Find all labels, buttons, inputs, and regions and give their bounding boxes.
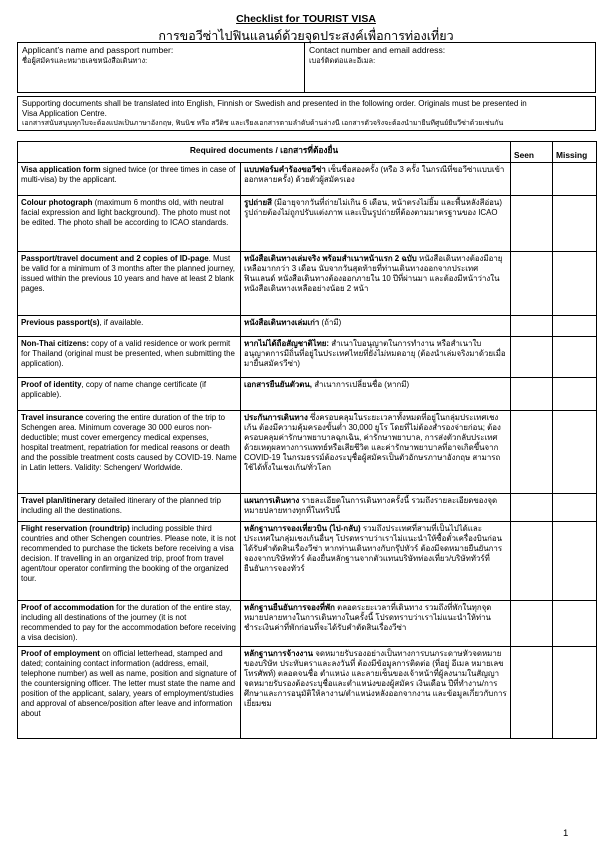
missing-checkbox-cell[interactable] — [553, 647, 597, 739]
document-name: Passport/travel document and 2 copies of ID-page — [21, 254, 209, 263]
document-name: Colour photograph — [21, 198, 93, 207]
table-row — [18, 601, 597, 647]
required-documents-table — [17, 141, 597, 739]
seen-checkbox-cell[interactable] — [511, 163, 553, 196]
document-details: on official letterhead, stamped and dated; containing contact information (address, email, telephone number) as well as name, position and signature of the countersigning officer. The letter must state the name and position of the applicant, salary, years of employment/studies and approval of absence/position after leave and information about — [21, 649, 237, 718]
table-row — [18, 316, 597, 337]
applicant-name-field[interactable] — [18, 43, 305, 92]
seen-checkbox-cell[interactable] — [511, 411, 553, 494]
header-seen: Seen — [511, 142, 553, 163]
document-name: Travel insurance — [21, 413, 84, 422]
document-details-thai: สำเนาใบอนุญาตในการทำงาน หรือสำเนาใบอนุญาตการมีถิ่นที่อยู่ในประเทศไทยที่ยังไม่หมดอายุ (ต้องนำเล่มจริงมาด้วยเมื่อมายื่นสมัครวีซ่า) — [244, 339, 506, 368]
document-details: copy of a valid residence or work permit for Thailand (original must be presented, when submitting the application). — [21, 339, 235, 368]
supporting-note-line-1: Supporting documents shall be translated into English, Finnish or Swedish and presented in the following order. Originals must be presented in — [22, 99, 527, 108]
applicant-name-label-thai: ชื่อผู้สมัครและหมายเลขหนังสือเดินทาง: — [22, 55, 148, 65]
document-description — [18, 337, 241, 378]
document-details-thai: เซ็นชื่อสองครั้ง (หรือ 3 ครั้ง ในกรณีที่ขอวีซ่าแบบเข้าออกหลายครั้ง) ด้วยตัวผู้สมัครเอง — [244, 165, 505, 184]
document-description-thai — [241, 522, 511, 601]
document-details-thai: สำเนาการเปลี่ยนชื่อ (หากมี) — [312, 380, 410, 389]
supporting-note-line-3: เอกสารสนับสนุนทุกใบจะต้องแปลเป็นภาษาอังกฤษ, ฟินนิช หรือ สวีดิช และเรียงเอกสารตามลำดับด้านล่างนี้ เอกสารตัวจริงจะต้องนำมายื่นที่ศูนย์ยื่นวีซ่าด้วยเช่นกัน — [22, 120, 504, 127]
page-number: 1 — [563, 828, 569, 839]
document-details-thai: ซึ่งครอบคลุมในระยะเวลาทั้งหมดที่อยู่ในกลุ่มประเทศเชงเก้น ต้องมีความคุ้มครองขั้นต่ำ 30,000 ยูโร โดยที่ไม่ต้องสำรองจ่ายก่อน; ต้องครอบคลุมค่ารักษาพยาบาลฉุกเฉิน, ค่ารักษาพยาบาล, การส่งตัวกลับประเทศด้วยเหตุผลทางการแพทย์หรือเสียชีวิต และค่ารักษาพยาบาลที่อาจเกิดขึ้นจาก COVID-19 ในกรมธรรม์ต้องระบุชื่อผู้สมัครเป็นตัวอักษรภาษาอังกฤษ สามารถใช้ได้ทั้งในเชงเก้น/ทั่วโลก — [244, 413, 501, 472]
document-name: Flight reservation (roundtrip) — [21, 524, 130, 533]
document-details-thai: (มีอายุจากวันที่ถ่ายไม่เกิน 6 เดือน, หน้าตรงไม่ยิ้ม และพื้นหลังสีอ่อน) รูปถ่ายต้องไม่ถูกปรับแต่งภาพ และเป็นรูปถ่ายที่ต้องตามมาตรฐานของ ICAO — [244, 198, 502, 217]
document-description-thai — [241, 252, 511, 316]
missing-checkbox-cell[interactable] — [553, 316, 597, 337]
document-name-thai: หนังสือเดินทางเล่มจริง พร้อมสำเนาหน้าแรก 2 ฉบับ — [244, 254, 417, 263]
document-details: including possible third countries and other Schengen countries. Please note, it is not recommended to purchase the tickets before receiving a visa decision. If travelling in an organized trip, proof from travel agent/tour operator confirming the booking of the organized tour. — [21, 524, 236, 583]
document-name-thai: หลักฐานยืนยันการจองที่พัก — [244, 603, 335, 612]
document-description — [18, 647, 241, 739]
document-name-thai: หนังสือเดินทางเล่มเก่า — [244, 318, 320, 327]
table-row — [18, 337, 597, 378]
document-description-thai — [241, 316, 511, 337]
contact-field[interactable] — [305, 43, 595, 92]
table-row — [18, 196, 597, 252]
applicant-info-box — [17, 42, 596, 93]
missing-checkbox-cell[interactable] — [553, 196, 597, 252]
missing-checkbox-cell[interactable] — [553, 411, 597, 494]
table-row — [18, 411, 597, 494]
document-description-thai — [241, 378, 511, 411]
header-required-documents: Required documents / เอกสารที่ต้องยื่น — [18, 142, 511, 163]
applicant-name-label: Applicant’s name and passport number: — [22, 45, 174, 55]
document-name: Proof of accommodation — [21, 603, 114, 612]
seen-checkbox-cell[interactable] — [511, 316, 553, 337]
missing-checkbox-cell[interactable] — [553, 252, 597, 316]
supporting-documents-note — [17, 96, 596, 131]
document-name-thai: หากไม่ได้ถือสัญชาติไทย: — [244, 339, 330, 348]
table-row — [18, 647, 597, 739]
table-row — [18, 494, 597, 522]
document-description — [18, 522, 241, 601]
seen-checkbox-cell[interactable] — [511, 196, 553, 252]
missing-checkbox-cell[interactable] — [553, 522, 597, 601]
document-description — [18, 252, 241, 316]
document-details: covering the entire duration of the trip to Schengen area. Minimum coverage 30 000 euros non-deductible; must cover emergency medical expenses, hospital treatment, repatriation for medical reasons or death and the possible treatment costs caused by COVID-19. Name in Latin letters. Validity: Schengen/ Worldwide. — [21, 413, 237, 472]
document-name-thai: เอกสารยืนยันตัวตน, — [244, 380, 312, 389]
seen-checkbox-cell[interactable] — [511, 522, 553, 601]
document-details: , copy of name change certificate (if applicable). — [21, 380, 207, 399]
document-name: Travel plan/itinerary — [21, 496, 96, 505]
seen-checkbox-cell[interactable] — [511, 378, 553, 411]
document-details: , if available. — [99, 318, 144, 327]
supporting-note-line-2: Visa Application Centre. — [22, 109, 107, 118]
document-name: Proof of employment — [21, 649, 100, 658]
document-description — [18, 163, 241, 196]
missing-checkbox-cell[interactable] — [553, 378, 597, 411]
contact-label-thai: เบอร์ติดต่อและอีเมล: — [309, 55, 376, 65]
document-description — [18, 196, 241, 252]
seen-checkbox-cell[interactable] — [511, 337, 553, 378]
document-details-thai: รายละเอียดในการเดินทางครั้งนี้ รวมถึงรายละเอียดของจุดหมายปลายทางทุกที่ในทริปนี้ — [244, 496, 498, 515]
missing-checkbox-cell[interactable] — [553, 601, 597, 647]
document-name-thai: ประกันการเดินทาง — [244, 413, 308, 422]
document-details: for the duration of the entire stay, including all destinations of the journey (it is not recommended to pay for the accommodation before receiving a visa decision). — [21, 603, 236, 642]
table-row — [18, 378, 597, 411]
document-name: Visa application form — [21, 165, 101, 174]
document-description — [18, 601, 241, 647]
missing-checkbox-cell[interactable] — [553, 494, 597, 522]
missing-checkbox-cell[interactable] — [553, 163, 597, 196]
seen-checkbox-cell[interactable] — [511, 494, 553, 522]
document-description-thai — [241, 337, 511, 378]
document-details-thai: ตลอดระยะเวลาที่เดินทาง รวมถึงที่พักในทุกจุดหมายปลายทางในการเดินทางในครั้งนี้ โปรดทราบว่าเราไม่แนะนำให้ท่านชำระเงินค่าที่พักก่อนที่จะได้รับคำตัดสินเรื่องวีซ่า — [244, 603, 492, 632]
table-row — [18, 163, 597, 196]
document-description — [18, 411, 241, 494]
table-row — [18, 522, 597, 601]
document-details: (maximum 6 months old, with neutral facial expression and light background). The photo must not be edited. The photo shall be according to ICAO standards. — [21, 198, 231, 227]
document-description-thai — [241, 196, 511, 252]
document-details: . Must be valid for a minimum of 3 months after the planned journey, issued within the previous 10 years and have at least 2 blank pages. — [21, 254, 235, 293]
document-name: Non-Thai citizens: — [21, 339, 89, 348]
seen-checkbox-cell[interactable] — [511, 601, 553, 647]
page-subtitle: การขอวีซ่าไปฟินแลนด์ด้วยจุดประสงค์เพื่อการท่องเที่ยว — [158, 29, 454, 43]
seen-checkbox-cell[interactable] — [511, 647, 553, 739]
document-name: Previous passport(s) — [21, 318, 100, 327]
document-description-thai — [241, 411, 511, 494]
missing-checkbox-cell[interactable] — [553, 337, 597, 378]
document-name-thai: หลักฐานการจองเที่ยวบิน (ไป-กลับ) — [244, 524, 361, 533]
document-name-thai: หลักฐานการจ้างงาน — [244, 649, 314, 658]
document-description-thai — [241, 601, 511, 647]
document-description-thai — [241, 163, 511, 196]
document-description — [18, 378, 241, 411]
document-details-thai: จดหมายรับรองอย่างเป็นทางการบนกระดาษหัวจดหมายของบริษัท ประทับตราและลงวันที่ ต้องมีข้อมูลการติดต่อ (ที่อยู่ อีเมล หมายเลขโทรศัพท์) ตลอดจนชื่อ ตำแหน่ง และลายเซ็นของเจ้าหน้าที่ผู้ลงนามในสัญญา จดหมายรับรองต้องระบุชื่อและตำแหน่งของผู้สมัคร เงินเดือน ปีที่ทำงาน/การศึกษาและการอนุมัติให้ลางาน/ตำแหน่งหลังออกจากงาน และข้อมูลเกี่ยวกับการเยี่ยมชม — [244, 649, 507, 708]
document-details-thai: รวมถึงประเทศที่สามที่เป็นไปได้และประเทศในกลุ่มเชงเก้นอื่นๆ โปรดทราบว่าเราไม่แนะนำให้ซื้อตั๋วเครื่องบินก่อนได้รับคำตัดสินเรื่องวีซ่า หากท่านเดินทางกับกรุ๊ปทัวร์ ต้องมีจดหมายยืนยันการจองจากบริษัททัวร์ ต้องยื่นหลักฐานจากตัวแทนบริษัทท่องเที่ยว/บริษัททัวร์ที่ยืนยันการจองทัวร์ — [244, 524, 503, 573]
table-header-row — [18, 142, 597, 163]
document-details-thai: หนังสือเดินทางต้องมีอายุเหลือมากกว่า 3 เดือน นับจากวันสุดท้ายที่ท่านเดินทางออกจากประเทศฟินแลนด์ หนังสือเดินทางต้องออกภายใน 10 ปีที่ผ่านมา และต้องมีหน้าว่างในหนังสือเดินทางเหลืออย่างน้อย 2 หน้า — [244, 254, 503, 293]
header-missing: Missing — [553, 142, 597, 163]
document-details-thai: (ถ้ามี) — [319, 318, 342, 327]
document-description — [18, 494, 241, 522]
document-name-thai: รูปถ่ายสี — [244, 198, 272, 207]
document-name-thai: แผนการเดินทาง — [244, 496, 300, 505]
page-title: Checklist for TOURIST VISA — [236, 13, 376, 25]
document-description — [18, 316, 241, 337]
document-description-thai — [241, 494, 511, 522]
contact-label: Contact number and email address: — [309, 45, 446, 55]
document-name: Proof of identity — [21, 380, 82, 389]
seen-checkbox-cell[interactable] — [511, 252, 553, 316]
document-name-thai: แบบฟอร์มคำร้องขอวีซ่า — [244, 165, 326, 174]
document-description-thai — [241, 647, 511, 739]
table-row — [18, 252, 597, 316]
document-details: signed twice (or three times in case of multi-visa) by the applicant. — [21, 165, 236, 184]
document-details: detailed itinerary of the planned trip including all the destinations. — [21, 496, 222, 515]
